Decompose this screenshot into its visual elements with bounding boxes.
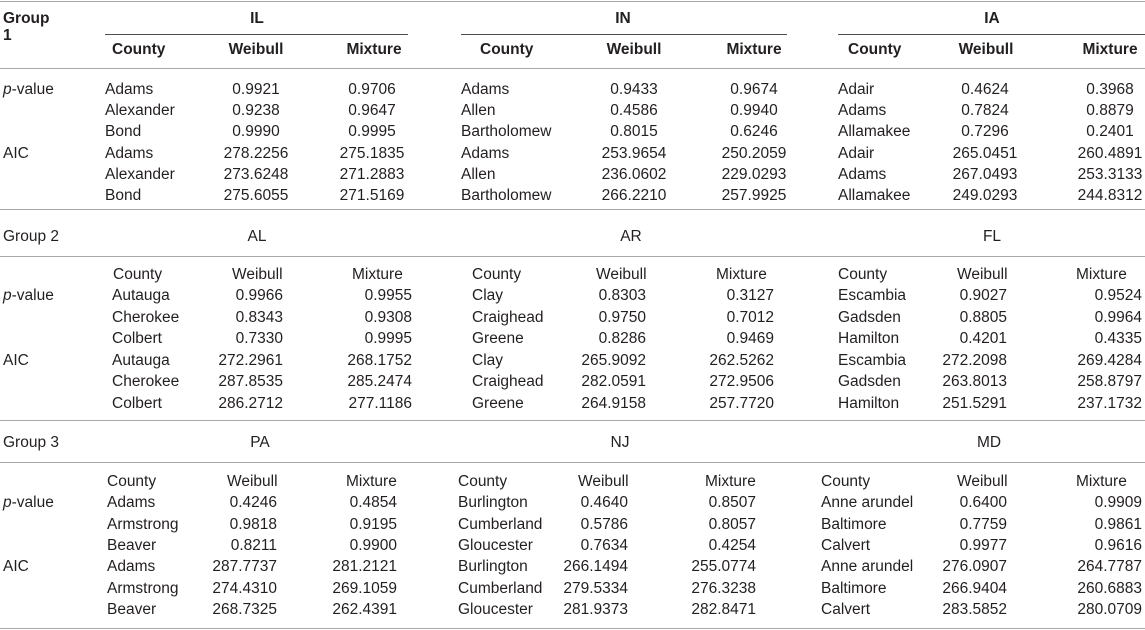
il-aic-row-2-county: Alexander: [105, 166, 175, 183]
fl-p-value-row-3-mixture: 0.4335: [1094, 330, 1142, 347]
il-p-value-row-1-mixture: 0.9706: [348, 81, 396, 98]
al-aic-row-2-county: Cherokee: [112, 373, 180, 390]
nj-p-value-row-1-mixture: 0.8507: [708, 494, 756, 511]
in-p-value-row-3-weibull: 0.8015: [610, 123, 658, 140]
nj-aic-row-1-mixture: 255.0774: [691, 558, 756, 575]
il-county-header: County: [112, 41, 166, 58]
table-rule: [0, 628, 1145, 629]
md-county-header: County: [821, 473, 871, 490]
al-p-value-row-2-mixture: 0.9308: [364, 309, 412, 326]
fl-p-value-row-1-county: Escambia: [838, 287, 907, 304]
ia-aic-row-3-weibull: 249.0293: [952, 187, 1018, 204]
ar-aic-row-1-county: Clay: [472, 352, 504, 369]
in-p-value-row-1-weibull: 0.9433: [610, 81, 658, 98]
pa-p-value-row-3-mixture: 0.9900: [349, 537, 397, 554]
pa-aic-row-3-weibull: 268.7325: [212, 601, 277, 618]
nj-p-value-row-3-mixture: 0.4254: [708, 537, 756, 554]
fl-mixture-header: Mixture: [1076, 266, 1127, 283]
group-2-p-value-label: p-value: [3, 287, 54, 304]
il-p-value-row-3-mixture: 0.9995: [348, 123, 396, 140]
pa-aic-row-1-mixture: 281.2121: [332, 558, 397, 575]
fl-aic-row-1-mixture: 269.4284: [1077, 352, 1142, 369]
pa-aic-row-3-county: Beaver: [107, 601, 157, 618]
nj-county-header: County: [458, 473, 508, 490]
state-underline-il: [105, 34, 408, 35]
table-rule: [0, 256, 1145, 257]
nj-p-value-row-2-county: Cumberland: [458, 516, 543, 533]
ia-p-value-row-2-county: Adams: [838, 102, 887, 119]
group-1-aic-label: AIC: [3, 145, 29, 162]
state-header-ar: AR: [620, 228, 642, 245]
al-p-value-row-3-county: Colbert: [112, 330, 162, 347]
in-aic-row-1-weibull: 253.9654: [601, 145, 667, 162]
fl-p-value-row-3-weibull: 0.4201: [959, 330, 1007, 347]
fl-p-value-row-2-mixture: 0.9964: [1094, 309, 1142, 326]
in-mixture-header: Mixture: [726, 41, 782, 58]
in-p-value-row-1-mixture: 0.9674: [730, 81, 778, 98]
pa-p-value-row-3-weibull: 0.8211: [230, 537, 277, 554]
nj-aic-row-3-mixture: 282.8471: [691, 601, 756, 618]
group-3-p-value-label: p-value: [3, 494, 54, 511]
pa-p-value-row-2-county: Armstrong: [107, 516, 179, 533]
in-county-header: County: [480, 41, 534, 58]
nj-mixture-header: Mixture: [705, 473, 756, 490]
fl-p-value-row-2-weibull: 0.8805: [959, 309, 1007, 326]
il-aic-row-2-mixture: 271.2883: [339, 166, 405, 183]
pa-aic-row-2-county: Armstrong: [107, 580, 179, 597]
pa-weibull-header: Weibull: [227, 473, 278, 490]
al-p-value-row-1-county: Autauga: [112, 287, 170, 304]
il-aic-row-1-county: Adams: [105, 145, 154, 162]
state-header-fl: FL: [982, 228, 1002, 245]
il-aic-row-1-mixture: 275.1835: [339, 145, 405, 162]
table-rule: [0, 462, 1145, 463]
md-p-value-row-1-weibull: 0.6400: [959, 494, 1007, 511]
al-county-header: County: [113, 266, 163, 283]
ia-aic-row-2-weibull: 267.0493: [952, 166, 1018, 183]
ar-p-value-row-1-weibull: 0.8303: [598, 287, 646, 304]
ia-p-value-row-1-weibull: 0.4624: [961, 81, 1009, 98]
fl-aic-row-2-mixture: 258.8797: [1077, 373, 1142, 390]
ar-p-value-row-2-weibull: 0.9750: [598, 309, 646, 326]
pa-p-value-row-3-county: Beaver: [107, 537, 157, 554]
pa-p-value-row-2-mixture: 0.9195: [349, 516, 397, 533]
pa-mixture-header: Mixture: [346, 473, 397, 490]
nj-p-value-row-2-mixture: 0.8057: [708, 516, 756, 533]
ar-aic-row-2-weibull: 282.0591: [581, 373, 646, 390]
pa-p-value-row-1-mixture: 0.4854: [349, 494, 397, 511]
in-p-value-row-1-county: Adams: [461, 81, 510, 98]
state-header-md: MD: [976, 434, 1002, 451]
ia-aic-row-2-mixture: 253.3133: [1077, 166, 1143, 183]
state-header-ia: IA: [984, 10, 1000, 27]
md-p-value-row-3-county: Calvert: [821, 537, 871, 554]
state-header-nj: NJ: [610, 434, 630, 451]
group-1-p-value-label: p-value: [3, 81, 54, 98]
al-aic-row-2-mixture: 285.2474: [347, 373, 412, 390]
nj-aic-row-3-weibull: 281.9373: [563, 601, 628, 618]
in-p-value-row-3-mixture: 0.6246: [730, 123, 778, 140]
ia-county-header: County: [848, 41, 902, 58]
il-p-value-row-1-county: Adams: [105, 81, 154, 98]
pa-aic-row-1-county: Adams: [107, 558, 156, 575]
state-header-in: IN: [615, 10, 631, 27]
il-p-value-row-2-weibull: 0.9238: [232, 102, 280, 119]
ar-mixture-header: Mixture: [716, 266, 767, 283]
md-mixture-header: Mixture: [1076, 473, 1127, 490]
in-aic-row-2-county: Allen: [461, 166, 496, 183]
pa-p-value-row-1-county: Adams: [107, 494, 156, 511]
md-aic-row-3-mixture: 280.0709: [1077, 601, 1142, 618]
md-aic-row-1-mixture: 264.7787: [1077, 558, 1142, 575]
al-mixture-header: Mixture: [352, 266, 403, 283]
il-p-value-row-3-county: Bond: [105, 123, 142, 140]
ar-p-value-row-1-mixture: 0.3127: [726, 287, 774, 304]
ar-aic-row-2-mixture: 272.9506: [709, 373, 774, 390]
al-p-value-row-2-county: Cherokee: [112, 309, 180, 326]
il-p-value-row-3-weibull: 0.9990: [232, 123, 280, 140]
al-p-value-row-1-weibull: 0.9966: [235, 287, 283, 304]
state-underline-in: [461, 34, 787, 35]
ar-aic-row-2-county: Craighead: [472, 373, 544, 390]
ar-aic-row-3-mixture: 257.7720: [709, 395, 774, 412]
md-aic-row-3-weibull: 283.5852: [942, 601, 1007, 618]
ia-p-value-row-1-county: Adair: [838, 81, 875, 98]
group-2-aic-label: AIC: [3, 352, 29, 369]
md-p-value-row-2-county: Baltimore: [821, 516, 887, 533]
state-header-il: IL: [250, 10, 264, 27]
ar-p-value-row-2-mixture: 0.7012: [726, 309, 774, 326]
al-aic-row-3-county: Colbert: [112, 395, 162, 412]
al-p-value-row-3-weibull: 0.7330: [235, 330, 283, 347]
ia-aic-row-3-county: Allamakee: [838, 187, 911, 204]
in-p-value-row-2-weibull: 0.4586: [610, 102, 658, 119]
al-p-value-row-1-mixture: 0.9955: [364, 287, 412, 304]
md-aic-row-2-weibull: 266.9404: [942, 580, 1007, 597]
group-2-label: Group 2: [3, 228, 60, 245]
md-aic-row-3-county: Calvert: [821, 601, 871, 618]
md-aic-row-2-county: Baltimore: [821, 580, 887, 597]
fl-county-header: County: [838, 266, 888, 283]
in-aic-row-3-county: Bartholomew: [461, 187, 552, 204]
in-aic-row-2-weibull: 236.0602: [601, 166, 667, 183]
fl-aic-row-2-county: Gadsden: [838, 373, 901, 390]
in-p-value-row-2-mixture: 0.9940: [730, 102, 778, 119]
al-aic-row-3-mixture: 277.1186: [348, 395, 412, 412]
il-aic-row-1-weibull: 278.2256: [223, 145, 289, 162]
ia-p-value-row-3-county: Allamakee: [838, 123, 911, 140]
pa-p-value-row-1-weibull: 0.4246: [229, 494, 277, 511]
fl-p-value-row-1-weibull: 0.9027: [959, 287, 1007, 304]
il-aic-row-2-weibull: 273.6248: [223, 166, 289, 183]
fl-aic-row-3-county: Hamilton: [838, 395, 900, 412]
in-p-value-row-3-county: Bartholomew: [461, 123, 552, 140]
ar-county-header: County: [472, 266, 522, 283]
fl-aic-row-1-weibull: 272.2098: [942, 352, 1007, 369]
in-p-value-row-2-county: Allen: [461, 102, 496, 119]
fl-p-value-row-3-county: Hamilton: [838, 330, 900, 347]
ia-weibull-header: Weibull: [958, 41, 1014, 58]
ia-aic-row-3-mixture: 244.8312: [1077, 187, 1143, 204]
al-aic-row-2-weibull: 287.8535: [218, 373, 283, 390]
pa-p-value-row-2-weibull: 0.9818: [229, 516, 277, 533]
md-p-value-row-1-county: Anne arundel: [821, 494, 914, 511]
table-rule: [0, 1, 1145, 2]
ar-p-value-row-3-county: Greene: [472, 330, 524, 347]
nj-aic-row-3-county: Gloucester: [458, 601, 533, 618]
il-p-value-row-2-mixture: 0.9647: [348, 102, 396, 119]
in-aic-row-1-mixture: 250.2059: [721, 145, 787, 162]
md-aic-row-1-weibull: 276.0907: [942, 558, 1007, 575]
il-p-value-row-1-weibull: 0.9921: [232, 81, 280, 98]
in-aic-row-1-county: Adams: [461, 145, 510, 162]
il-mixture-header: Mixture: [346, 41, 402, 58]
nj-p-value-row-2-weibull: 0.5786: [580, 516, 628, 533]
md-p-value-row-3-mixture: 0.9616: [1094, 537, 1142, 554]
ia-mixture-header: Mixture: [1082, 41, 1138, 58]
pa-aic-row-2-weibull: 274.4310: [212, 580, 277, 597]
ia-p-value-row-1-mixture: 0.3968: [1086, 81, 1134, 98]
ar-aic-row-3-weibull: 264.9158: [581, 395, 646, 412]
il-aic-row-3-county: Bond: [105, 187, 142, 204]
ia-p-value-row-2-weibull: 0.7824: [961, 102, 1009, 119]
il-aic-row-3-weibull: 275.6055: [223, 187, 289, 204]
md-aic-row-1-county: Anne arundel: [821, 558, 914, 575]
fl-p-value-row-2-county: Gadsden: [838, 309, 901, 326]
al-p-value-row-2-weibull: 0.8343: [235, 309, 283, 326]
pa-aic-row-2-mixture: 269.1059: [332, 580, 397, 597]
ia-aic-row-2-county: Adams: [838, 166, 887, 183]
group-3-aic-label: AIC: [3, 558, 29, 575]
in-weibull-header: Weibull: [606, 41, 662, 58]
ia-aic-row-1-county: Adair: [838, 145, 875, 162]
group-3-label: Group 3: [3, 434, 60, 451]
md-p-value-row-2-mixture: 0.9861: [1094, 516, 1142, 533]
il-aic-row-3-mixture: 271.5169: [339, 187, 405, 204]
ar-p-value-row-2-county: Craighead: [472, 309, 544, 326]
ar-aic-row-1-weibull: 265.9092: [581, 352, 646, 369]
fl-p-value-row-1-mixture: 0.9524: [1094, 287, 1142, 304]
nj-aic-row-2-weibull: 279.5334: [563, 580, 628, 597]
pa-aic-row-1-weibull: 287.7737: [212, 558, 277, 575]
il-p-value-row-2-county: Alexander: [105, 102, 175, 119]
al-aic-row-3-weibull: 286.2712: [218, 395, 283, 412]
table-rule: [0, 420, 1145, 421]
ia-aic-row-1-mixture: 260.4891: [1077, 145, 1143, 162]
fl-aic-row-3-weibull: 251.5291: [942, 395, 1007, 412]
md-p-value-row-2-weibull: 0.7759: [959, 516, 1007, 533]
ia-p-value-row-3-mixture: 0.2401: [1086, 123, 1134, 140]
md-aic-row-2-mixture: 260.6883: [1077, 580, 1142, 597]
state-underline-ia: [838, 34, 1145, 35]
pa-county-header: County: [107, 473, 157, 490]
ia-aic-row-1-weibull: 265.0451: [952, 145, 1018, 162]
nj-p-value-row-1-county: Burlington: [458, 494, 528, 511]
nj-p-value-row-3-county: Gloucester: [458, 537, 533, 554]
ar-p-value-row-1-county: Clay: [472, 287, 504, 304]
in-aic-row-2-mixture: 229.0293: [721, 166, 787, 183]
ar-weibull-header: Weibull: [596, 266, 647, 283]
al-aic-row-1-mixture: 268.1752: [347, 352, 412, 369]
il-weibull-header: Weibull: [228, 41, 284, 58]
ar-aic-row-3-county: Greene: [472, 395, 524, 412]
nj-p-value-row-3-weibull: 0.7634: [580, 537, 628, 554]
ar-aic-row-1-mixture: 262.5262: [709, 352, 774, 369]
al-weibull-header: Weibull: [232, 266, 283, 283]
md-p-value-row-3-weibull: 0.9977: [959, 537, 1007, 554]
md-p-value-row-1-mixture: 0.9909: [1094, 494, 1142, 511]
fl-aic-row-3-mixture: 237.1732: [1077, 395, 1142, 412]
in-aic-row-3-mixture: 257.9925: [721, 187, 787, 204]
al-aic-row-1-weibull: 272.2961: [218, 352, 283, 369]
nj-aic-row-1-weibull: 266.1494: [563, 558, 628, 575]
ar-p-value-row-3-mixture: 0.9469: [726, 330, 774, 347]
fl-aic-row-1-county: Escambia: [838, 352, 907, 369]
fl-weibull-header: Weibull: [957, 266, 1008, 283]
nj-aic-row-1-county: Burlington: [458, 558, 528, 575]
al-p-value-row-3-mixture: 0.9995: [364, 330, 412, 347]
ar-p-value-row-3-weibull: 0.8286: [598, 330, 646, 347]
group-1-label: Group 1: [3, 10, 50, 44]
table-rule: [0, 68, 1145, 69]
table-rule: [0, 209, 1145, 210]
nj-weibull-header: Weibull: [578, 473, 629, 490]
state-header-al: AL: [247, 228, 267, 245]
nj-p-value-row-1-weibull: 0.4640: [580, 494, 628, 511]
ia-p-value-row-3-weibull: 0.7296: [961, 123, 1009, 140]
md-weibull-header: Weibull: [957, 473, 1008, 490]
nj-aic-row-2-mixture: 276.3238: [691, 580, 756, 597]
pa-aic-row-3-mixture: 262.4391: [332, 601, 397, 618]
al-aic-row-1-county: Autauga: [112, 352, 170, 369]
in-aic-row-3-weibull: 266.2210: [601, 187, 667, 204]
fl-aic-row-2-weibull: 263.8013: [942, 373, 1007, 390]
state-header-pa: PA: [250, 434, 270, 451]
nj-aic-row-2-county: Cumberland: [458, 580, 543, 597]
ia-p-value-row-2-mixture: 0.8879: [1086, 102, 1134, 119]
